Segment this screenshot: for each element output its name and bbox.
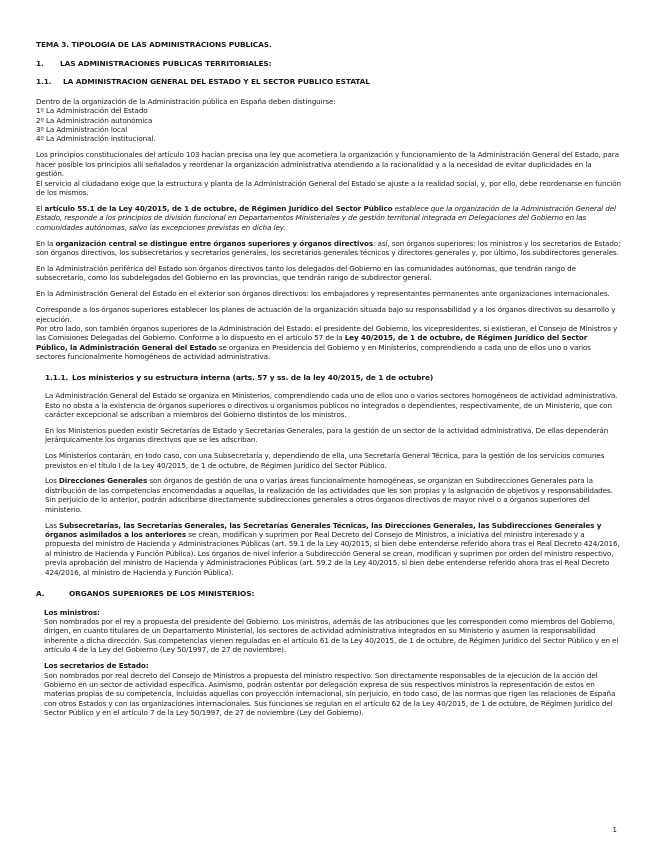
paragraph-ministerios-1: La Administración General del Estado se organiza en Ministerios, comprendiendo cada uno de ellos uno o varios sectores homogéneos de actividad administrativa. Esto no obsta a la existencia de órganos superiores o directivos u organismos públicos no integrados o dependientes, respectivamente, de un Ministerio, que con carácter excepcional se adscriban a miembros del Gobierno distintos de los ministros.: [45, 391, 618, 419]
intro-item: 2º La Administración autonómica: [36, 115, 153, 125]
paragraph-corresponde: [36, 305, 621, 361]
paragraph-ministerios-3: Los Ministerios contarán, en todo caso, con una Subsecretaría y, dependiendo de ella, una Secretaría General Técnica, para la gestión de los servicios comunes previstos en el título I de la Ley 40/2015, de 1 de octubre, de Régimen Jurídico del Sector Público.: [45, 451, 605, 470]
paragraph-exterior: En la Administración General del Estado en el exterior son órganos directivos: los embajadores y representantes permanentes ante organizaciones internacionales.: [36, 289, 610, 299]
subsection-ministros: [44, 608, 621, 655]
paragraph-central: En la organización central se distingue entre órganos superiores y órganos directivos: así, son órganos superiores: los ministros y los secretarios de Estado; son órganos directivos, los subsecretarios y secretarios generales, los secretarios generales técnicos y directores generales y, por último, los subdirectores generales.: [36, 238, 621, 257]
subsection-secretarios: [44, 661, 621, 717]
paragraph: Son nombrados por real decreto del Consejo de Ministros a propuesta del ministro respectivo. Son directamente responsables de la ejecución de la acción del Gobierno en un sector de actividad específica. Asimismo, podrán ostentar por delegación expresa de sus respectivos ministros la representación de estos en materias propias de su competencia, incluidas aquellas con proyección internacional, sin perjuicio, en todo caso, de las normas que rigen las relaciones de España con otros Estados y con las organizaciones internacionales. Sus funciones se regulan en el artículo 62 de la Ley 40/2015, de 1 de octubre, de Régimen Jurídico del Sector Público y en el artículo 7 de la Ley 50/1997, de 27 de noviembre (Ley del Gobierno).: [44, 670, 616, 718]
paragraph-ministerios-5: Las Subsecretarías, las Secretarías Generales, las Secretarías Generales Técnicas, las Direcciones Generales, las Subdirecciones Generales y órganos asimilados a los anteriores se crean, modifican y suprimen por Real Decreto del Consejo de Ministros, a iniciativa del ministro interesado y a propuesta del ministro de Hacienda y Administraciones Públicas (art. 59.1 de la Ley 40/2015, si bien debe entenderse referido ahora tras el Real Decreto 424/2016, al ministro de Hacienda y Función Pública). Los órganos de nivel inferior a Subdirección General se crean, modifican y suprimen por orden del ministro respectivo, previa aprobación del ministro de Hacienda y Administraciones Públicas (art. 59.2 de la Ley 40/2015, si bien debe entenderse referido ahora tras el Real Decreto 424/2016, al ministro de Hacienda y Función Pública).: [45, 520, 620, 577]
subsection-title: Los secretarios de Estado:: [44, 661, 149, 671]
paragraph-periferica: En la Administración periférica del Estado son órganos directivos tanto los delegados del Gobierno en las comunidades autónomas, que tendrán rango de subsecretario, como los subdelegados del Gobierno en las provincias, que tendrán rango de subdirector general.: [36, 263, 576, 283]
intro-item: 3º La Administración local: [36, 125, 128, 134]
paragraph: Corresponde a los órganos superiores establecer los planes de actuación de la organización situada bajo su responsabilidad y a los órganos directivos su desarrollo y ejecución.: [36, 305, 616, 324]
paragraph-principios: [36, 150, 621, 197]
page-number: 1: [612, 826, 617, 834]
paragraph-ministerios-4: Los Direcciones Generales son órganos de gestión de una o varias áreas funcionalmente homogéneas, se organizan en Subdirecciones Generales para la distribución de las competencias encomendadas a aquellas, la realización de las actividades que les son propias y la asignación de objetivos y responsabilidades. Sin perjuicio de lo anterior, podrán adscribirse directamente subdirecciones generales a otros órganos directivos de mayor nivel o a órganos superiores del ministerio.: [45, 476, 613, 514]
intro-item: 1º La Administración del Estado: [36, 106, 148, 116]
section-heading-1-1-1: 1.1.1. Los ministerios y su estructura interna (arts. 57 y ss. de la ley 40/2015, de 1 de octubre): [45, 372, 434, 382]
section-heading-1-1: 1.1. LA ADMINISTRACION GENERAL DEL ESTADO Y EL SECTOR PUBLICO ESTATAL: [36, 77, 370, 87]
paragraph: Los principios constitucionales del artículo 103 hacían precisa una ley que acometiera la organización y funcionamiento de la Administración General del Estado, para hacer posible los principios allí señalados y reordenar la organización administrativa atendiendo a la racionalidad y a la necesidad de evitar duplicidades en la gestión.: [36, 150, 619, 179]
document-body: [36, 40, 621, 724]
paragraph-art55: El artículo 55.1 de la Ley 40/2015, de 1 de octubre, de Régimen Jurídico del Sector Público establece que la organización de la Administración General del Estado, responde a los principios de división funcional en Departamentos Ministeriales y de gestión territorial integrada en Delegaciones del Gobierno en las comunidades autónomas, salvo las excepciones previstas en dicha ley.: [36, 203, 616, 232]
intro-lead: Dentro de la organización de la Administración pública en España deben distinguirse:: [36, 96, 336, 106]
paragraph: Son nombrados por el rey a propuesta del presidente del Gobierno. Los ministros, además de las atribuciones que les corresponden como miembros del Gobierno, dirigen, en cuanto titulares de un Departamento Ministerial, los sectores de actividad administrativa integrados en su Ministerio y asumen la responsabilidad inherente a dicha dirección. Sus competencias vienen reguladas en el artículo 61 de la Ley 40/2015, de 1 de octubre, de Régimen Jurídico del Sector Público y en el artículo 4 de la Ley del Gobierno (Ley 50/1997, de 27 de noviembre).: [44, 617, 619, 655]
subsection-title: Los ministros:: [44, 607, 100, 617]
paragraph: El servicio al ciudadano exige que la estructura y planta de la Administración General del Estado se ajuste a la realidad social, y, por ello, debe reordenarse en función de los mismos.: [36, 178, 621, 197]
section-heading-1: 1. LAS ADMINISTRACIONES PUBLICAS TERRITORIALES:: [36, 58, 272, 68]
document-title: TEMA 3. TIPOLOGIA DE LAS ADMINISTRACIONS PUBLICAS.: [36, 40, 272, 49]
paragraph: Por otro lado, son también órganos superiores de la Administración del Estado: el presidente del Gobierno, los vicepresidentes, si existieran, el Consejo de Ministros y las Comisiones Delegadas del Gobierno. Conforme a lo dispuesto en el artículo 57 de la Ley 40/2015, de 1 de octubre, de Régimen Jurídico del Sector Público, la Administración General del Estado se organiza en Presidencia del Gobierno y en Ministerios, comprendiendo a cada uno de ellos uno o varios sectores funcionalmente homogéneos de actividad administrativa.: [36, 323, 618, 362]
intro-item: 4º La Administración institucional.: [36, 134, 156, 144]
section-heading-A: A. ORGANOS SUPERIORES DE LOS MINISTERIOS:: [36, 589, 255, 599]
paragraph-ministerios-2: En los Ministerios pueden existir Secretarías de Estado y Secretarías Generales, para la gestión de un sector de la actividad administrativa. De ellas dependerán jerárquicamente los órganos directivos que se les adscriban.: [45, 425, 609, 445]
intro-list: [36, 97, 621, 144]
